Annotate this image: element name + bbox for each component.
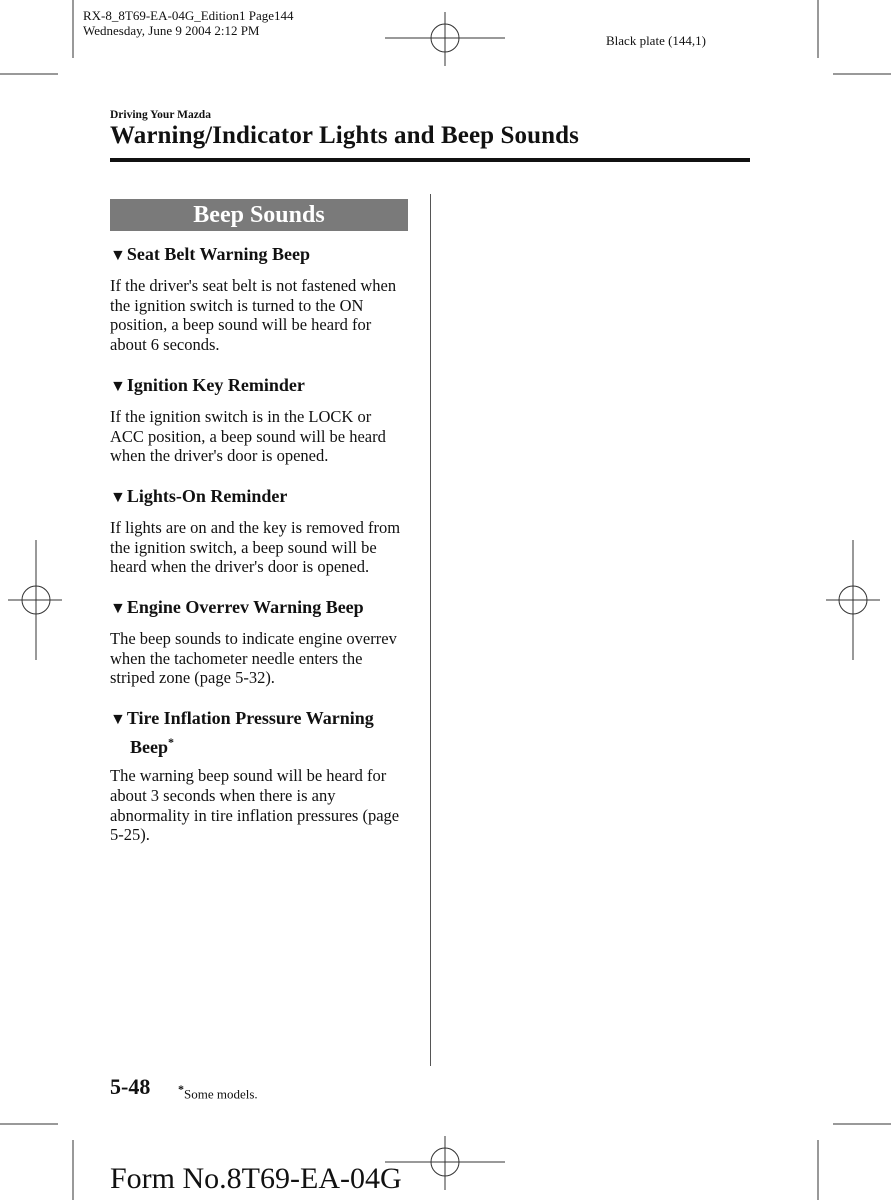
slug-line-2: Wednesday, June 9 2004 2:12 PM [83,23,260,38]
subsection-heading: ▼Ignition Key Reminder [110,374,305,395]
plate-label: Black plate (144,1) [606,33,706,48]
subsection-body: The warning beep sound will be heard for about 3 seconds when there is any abnormality in tire inflation pressures (page 5-25). [110,766,400,845]
subsection-body: If the ignition switch is in the LOCK or ACC position, a beep sound will be heard when the driver's door is opened. [110,406,386,466]
footnote: *Some models. [178,1082,258,1102]
print-slug [83,8,294,38]
subsection-ignition-key [110,374,408,466]
subsection-heading: ▼Seat Belt Warning Beep [110,244,311,264]
subsection-heading: ▼Lights-On Reminder [110,485,288,506]
subsection-body: The beep sounds to indicate engine overrev when the tachometer needle enters the striped zone (page 5-32). [110,629,397,688]
registration-mark-left [8,540,62,660]
triangle-icon: ▼ [110,377,126,395]
page-number: 5-48 [110,1074,151,1099]
registration-mark-bottom [385,1136,505,1190]
triangle-icon: ▼ [110,247,126,264]
subsection-tire-pressure [110,707,408,845]
subsection-seat-belt [110,243,408,355]
section-label: Driving Your Mazda [110,109,211,121]
page-title: Warning/Indicator Lights and Beep Sounds [110,122,579,149]
subsection-body: If the driver's seat belt is not fastened when the ignition switch is turned to the ON position, a beep sound will be heard for about 6 seconds. [110,276,397,355]
registration-mark-right [826,540,880,660]
triangle-icon: ▼ [110,600,126,618]
beep-sounds-banner: Beep Sounds [110,199,408,231]
registration-mark-top [385,12,505,66]
subsection-heading: ▼Engine Overrev Warning Beep [110,597,364,618]
subsection-body: If lights are on and the key is removed from the ignition switch, a beep sound will be heard when the driver's door is opened. [110,517,401,577]
slug-line-1: RX-8_8T69-EA-04G_Edition1 Page144 [83,8,294,23]
column-divider [430,194,431,1066]
form-number: Form No.8T69-EA-04G [110,1162,402,1195]
title-rule [110,158,750,162]
subsection-lights-on [110,485,408,577]
triangle-icon: ▼ [110,711,126,729]
left-column [110,199,408,845]
asterisk-mark: * [168,735,174,750]
asterisk-mark: * [178,1082,184,1096]
triangle-icon: ▼ [110,488,126,506]
subsection-engine-overrev [110,596,408,688]
subsection-heading: ▼Tire Inflation Pressure Warning Beep* [110,708,374,758]
